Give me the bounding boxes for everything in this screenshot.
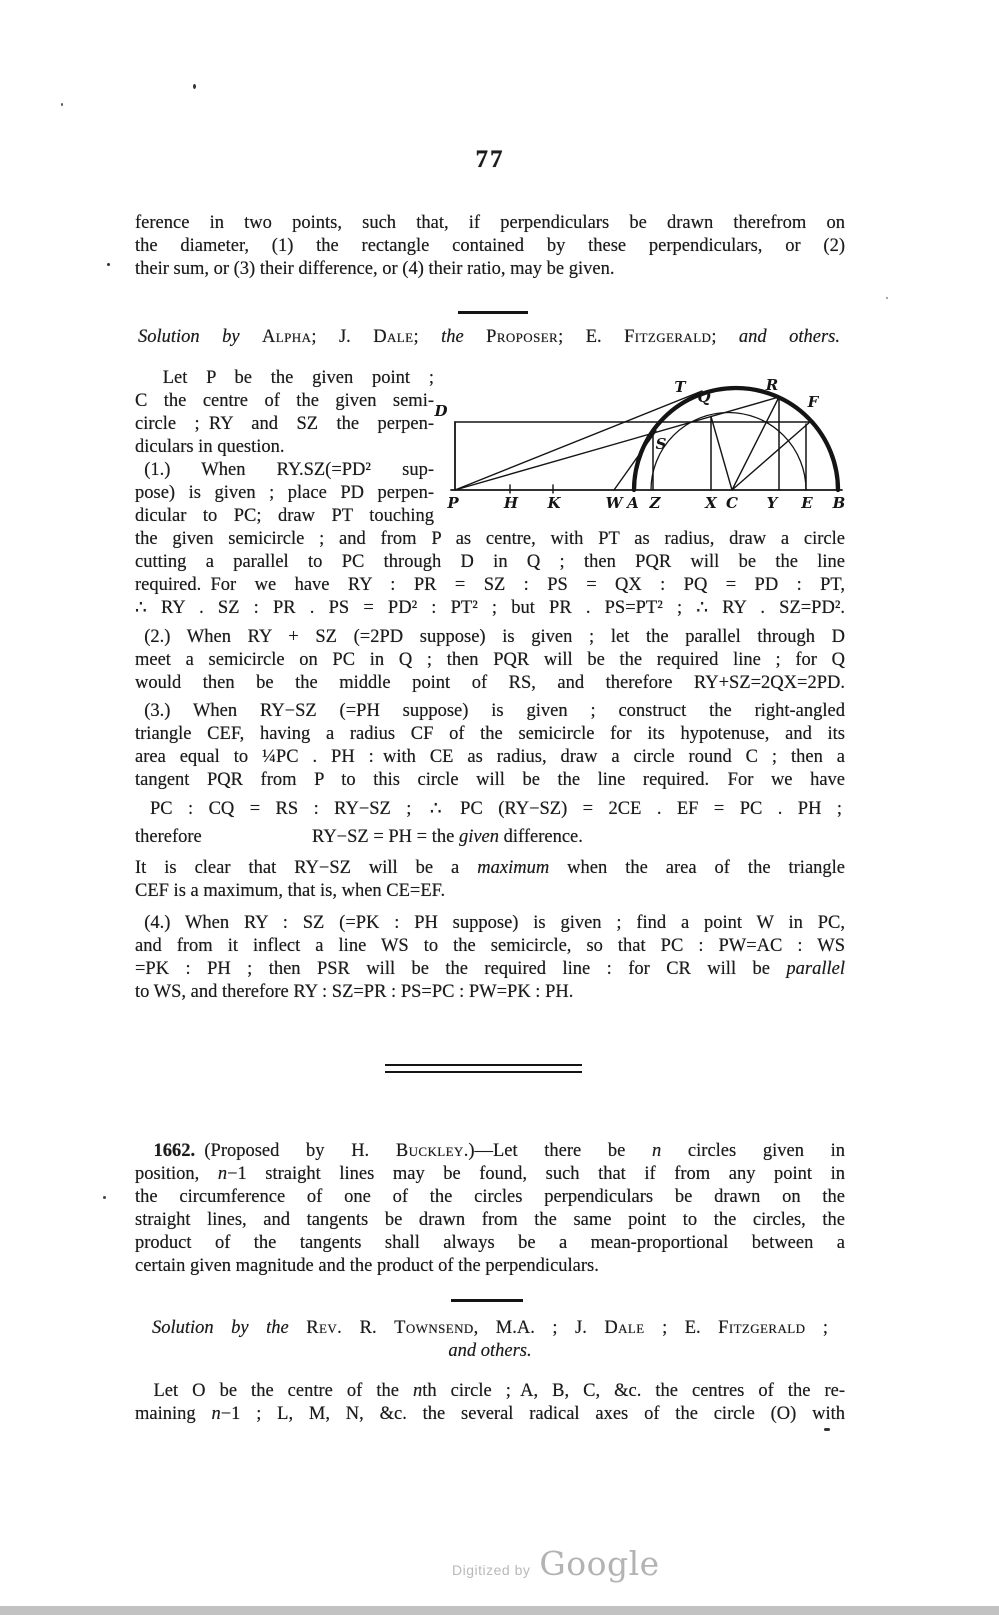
- ink-speck: [824, 1428, 830, 1431]
- figure-label-P: P: [447, 494, 459, 512]
- text-line: ference in two points, such that, if perpendiculars be drawn therefrom on: [135, 213, 845, 233]
- text-line: straight lines, and tangents be drawn from the same point to the circles, the: [135, 1210, 845, 1231]
- page-number: 77: [475, 146, 505, 173]
- figure-label-S: S: [655, 435, 667, 453]
- text-line: =PK : PH ; then PSR will be the required line : for CR will be parallel: [135, 959, 845, 980]
- text-line: and from it inflect a line WS to the semicircle, so that PC : PW=AC : WS: [135, 936, 845, 957]
- text-line: required. For we have RY : PR = SZ : PS = QX : PQ = PD : PT,: [135, 575, 845, 596]
- line-CF: [732, 421, 811, 490]
- ink-speck: [886, 297, 888, 299]
- figure-label-C: C: [726, 494, 738, 512]
- ink-speck: [61, 103, 63, 106]
- figure-label-F: F: [807, 393, 819, 411]
- solution-continuation: [135, 528, 845, 620]
- geometry-figure: [433, 362, 850, 514]
- figure-label-Y: Y: [766, 494, 778, 512]
- figure-label-D: D: [434, 402, 448, 420]
- ink-speck: [103, 1196, 106, 1199]
- text-line: (4.) When RY : SZ (=PK : PH suppose) is given ; find a point W in PC,: [135, 913, 845, 933]
- google-logo: Google: [539, 1544, 660, 1583]
- solution2-attribution-line2: and others.: [448, 1341, 532, 1361]
- text-line: area equal to ¼PC . PH : with CE as radius, draw a circle round C ; then a: [135, 747, 845, 768]
- text-line: Let O be the centre of the nth circle ; A, B, C, &c. the centres of the re-: [135, 1381, 845, 1401]
- double-rule-top: [385, 1064, 582, 1066]
- text-line: It is clear that RY−SZ will be a maximum when the area of the triangle: [135, 858, 846, 878]
- problem-1662-paragraph: [135, 1140, 845, 1279]
- therefore-word: therefore: [135, 827, 202, 847]
- text-line: their sum, or (3) their difference, or (4) their ratio, may be given.: [135, 259, 615, 280]
- solution-left-column-para1: [135, 367, 434, 459]
- figure-label-E: E: [801, 494, 813, 512]
- solution2-attribution-line1: Solution by the Rev. R. Townsend, M.A. ; J. Dale ; E. Fitzgerald ;: [152, 1318, 829, 1338]
- text-line: product of the tangents shall always be a mean-proportional between a: [135, 1233, 845, 1254]
- text-line: maining n−1 ; L, M, N, &c. the several radical axes of the circle (O) with: [135, 1404, 845, 1425]
- ink-speck: [107, 263, 110, 266]
- text-line: the diameter, (1) the rectangle contained by these perpendiculars, or (2): [135, 236, 845, 257]
- text-line: tangent PQR from P to this circle will be the line required. For we have: [135, 770, 845, 791]
- solution-case4-paragraph: [135, 912, 845, 1004]
- text-line: (2.) When RY + SZ (=2PD suppose) is given ; let the parallel through D: [135, 627, 845, 647]
- text-line: circle ; RY and SZ the perpen-: [135, 414, 434, 435]
- figure-label-H: H: [503, 494, 519, 512]
- text-line: would then be the middle point of RS, and therefore RY+SZ=2QX=2PD.: [135, 673, 845, 694]
- text-line: cutting a parallel to PC through D in Q ; then PQR will be the line: [135, 552, 845, 573]
- text-line: (3.) When RY−SZ (=PH suppose) is given ; construct the right-angled: [135, 701, 845, 721]
- figure-label-X: X: [705, 494, 717, 512]
- solution-case2-paragraph: [135, 626, 845, 695]
- figure-label-W: W: [605, 494, 623, 512]
- text-line: the given semicircle ; and from P as centre, with PT as radius, draw a circle: [135, 529, 845, 549]
- text-line: CEF is a maximum, that is, when CE=EF.: [135, 881, 446, 902]
- line-PQR: [455, 397, 779, 490]
- text-line: position, n−1 straight lines may be found, such that if from any point in: [135, 1164, 845, 1185]
- watermark: [452, 1544, 660, 1583]
- solution-maximum-paragraph: [135, 857, 845, 903]
- text-line: the circumference of one of the circles perpendiculars be drawn on the: [135, 1187, 845, 1208]
- figure-label-T: T: [674, 378, 686, 396]
- intro-paragraph: [135, 212, 845, 281]
- text-line: (1.) When RY.SZ(=PD² sup-: [135, 460, 434, 480]
- equation-line: PC : CQ = RS : RY−SZ ; ∴ PC (RY−SZ) = 2CE . EF = PC . PH ;: [150, 799, 842, 819]
- text-line: meet a semicircle on PC in Q ; then PQR will be the required line ; for Q: [135, 650, 845, 671]
- text-line: certain given magnitude and the product of the perpendiculars.: [135, 1256, 599, 1277]
- therefore-equation: RY−SZ = PH = the given difference.: [312, 827, 583, 847]
- solution-left-column-para2: [135, 459, 434, 528]
- text-line: Let P be the given point ;: [135, 368, 434, 388]
- figure-label-A: A: [627, 494, 639, 512]
- figure-label-B: B: [832, 494, 846, 512]
- solution2-paragraph: [135, 1380, 845, 1426]
- text-line: ∴ RY . SZ : PR . PS = PD² : PT² ; but PR . PS=PT² ; ∴ RY . SZ=PD².: [135, 598, 845, 619]
- line-QC: [711, 417, 732, 491]
- bottom-scan-bar: [0, 1606, 999, 1615]
- text-line: C the centre of the given semi-: [135, 391, 434, 412]
- text-line: to WS, and therefore RY : SZ=PR : PS=PC : PW=PK : PH.: [135, 982, 574, 1003]
- section-rule-2: [451, 1299, 523, 1302]
- text-line: 1662. (Proposed by H. Buckley.)—Let there be n circles given in: [153, 1141, 845, 1161]
- figure-label-Z: Z: [649, 494, 661, 512]
- text-line: pose) is given ; place PD perpen-: [135, 483, 434, 504]
- text-line: dicular to PC; draw PT touching: [135, 506, 434, 527]
- line-CR: [732, 397, 779, 490]
- text-line: triangle CEF, having a radius CF of the semicircle for its hypotenuse, and its: [135, 724, 845, 745]
- figure-label-R: R: [765, 376, 779, 394]
- figure-label-K: K: [547, 494, 561, 512]
- figure-label-Q: Q: [697, 388, 711, 406]
- solution-attribution: Solution by Alpha; J. Dale; the Proposer; E. Fitzgerald; and others.: [138, 327, 840, 347]
- double-rule-bottom: [385, 1071, 582, 1073]
- text-line: diculars in question.: [135, 437, 285, 458]
- watermark-prefix: Digitized by: [452, 1562, 531, 1578]
- ink-speck: [193, 84, 196, 89]
- solution-case3-paragraph: [135, 700, 845, 792]
- section-rule: [458, 311, 528, 314]
